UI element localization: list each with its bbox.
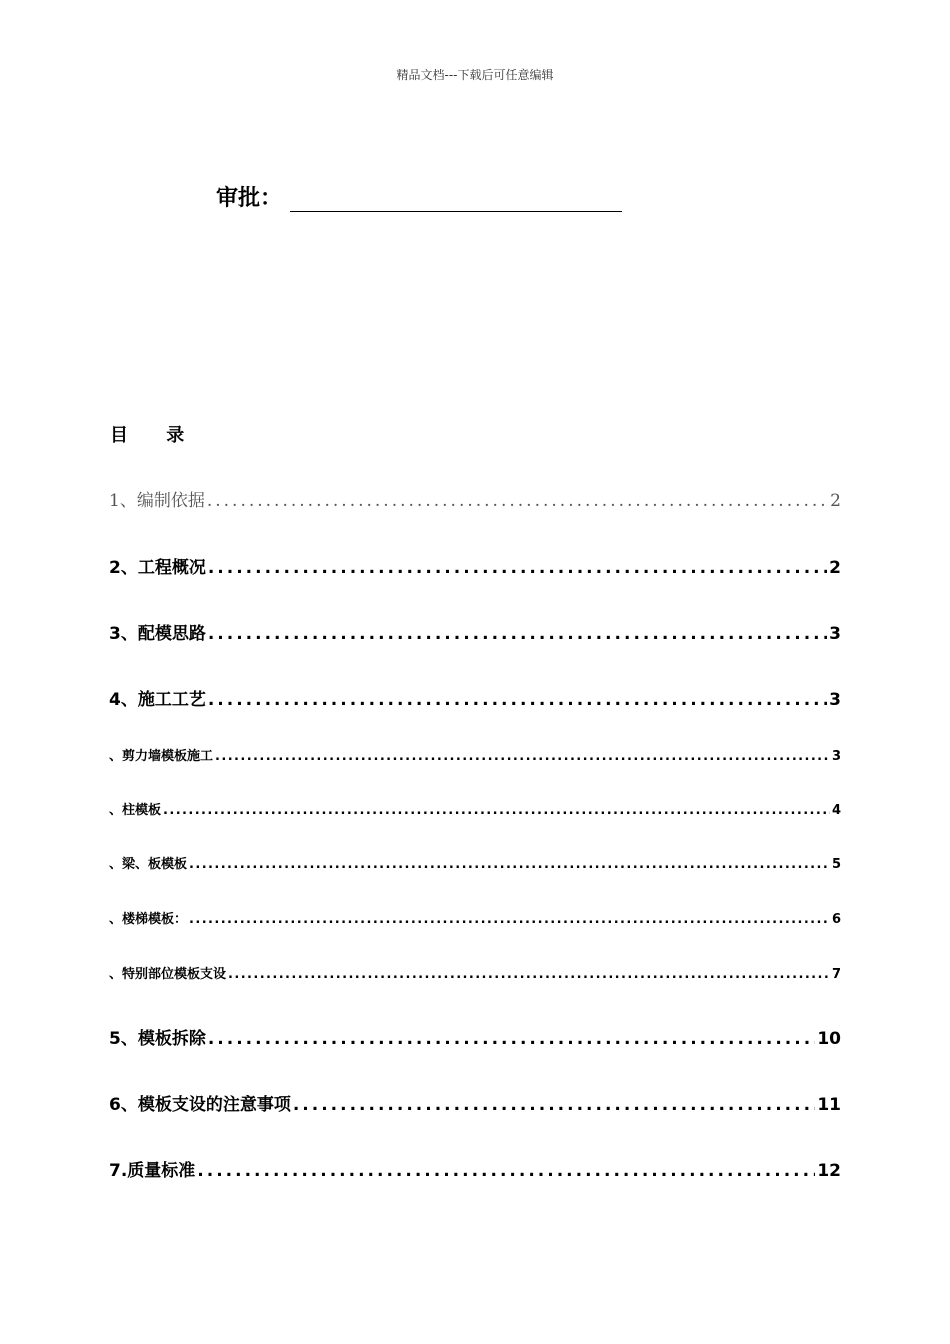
toc-subentry[interactable] (109, 799, 841, 818)
toc-leader-dots (189, 912, 830, 927)
toc-entry-page: 7 (831, 967, 841, 982)
toc-entry[interactable] (109, 553, 841, 578)
toc-entry[interactable] (109, 1090, 841, 1115)
toc-leader-dots (208, 558, 827, 578)
toc-leader-dots (189, 857, 830, 872)
toc-leader-dots (215, 749, 830, 764)
toc-entry-page: 2 (829, 558, 841, 578)
toc-entry[interactable] (109, 486, 841, 511)
toc-leader-dots (208, 690, 827, 710)
toc-entry-label: 3、配模思路 (109, 624, 206, 644)
toc-entry-label: 4、施工工艺 (109, 690, 206, 710)
toc-entry-label: 6、模板支设的注意事项 (109, 1095, 291, 1115)
toc-entry-label: 5、模板拆除 (109, 1029, 206, 1049)
page-header-note: 精品文档---下载后可任意编辑 (396, 68, 554, 82)
toc-entry-label: 、柱模板 (109, 803, 162, 818)
toc-leader-dots (228, 967, 830, 982)
toc-subentry[interactable] (109, 908, 841, 927)
toc-entry-label: 、梁、板模板 (109, 857, 188, 872)
toc-title: 目 录 (110, 425, 201, 446)
toc-entry-label: 2、工程概况 (109, 558, 206, 578)
approval-label: 审批： (216, 186, 283, 211)
toc-entry-label: 、楼梯模板： (109, 912, 188, 927)
toc-entry-page: 11 (817, 1095, 841, 1115)
toc-subentry[interactable] (109, 963, 841, 982)
toc-leader-dots (208, 624, 827, 644)
toc-entry-page: 10 (817, 1029, 841, 1049)
toc-entry-label: 7.质量标准 (109, 1161, 196, 1181)
toc-leader-dots (163, 803, 830, 818)
toc-entry-page: 4 (831, 803, 841, 818)
toc-entry-page: 5 (831, 857, 841, 872)
toc-subentry[interactable] (109, 745, 841, 764)
toc-entry[interactable] (109, 1156, 841, 1181)
toc-entry-page: 12 (817, 1161, 841, 1181)
toc-entry[interactable] (109, 685, 841, 710)
toc-leader-dots (197, 1161, 815, 1181)
toc-entry-page: 3 (829, 690, 841, 710)
toc-entry-page: 3 (829, 624, 841, 644)
toc-entry-page: 3 (831, 749, 841, 764)
approval-signature-line (290, 185, 622, 212)
toc-entry-label: 、特别部位模板支设 (109, 967, 227, 982)
toc-leader-dots (293, 1095, 815, 1115)
toc-entry[interactable] (109, 1024, 841, 1049)
toc-entry-page: 6 (831, 912, 841, 927)
toc-entry-label: 1、编制依据 (109, 491, 205, 511)
toc-entry[interactable] (109, 619, 841, 644)
toc-entry-page: 2 (830, 491, 841, 511)
toc-subentry[interactable] (109, 853, 841, 872)
approval-section (216, 184, 622, 214)
toc-leader-dots (208, 1029, 815, 1049)
toc-leader-dots (207, 491, 828, 511)
toc-entry-label: 、剪力墙模板施工 (109, 749, 214, 764)
